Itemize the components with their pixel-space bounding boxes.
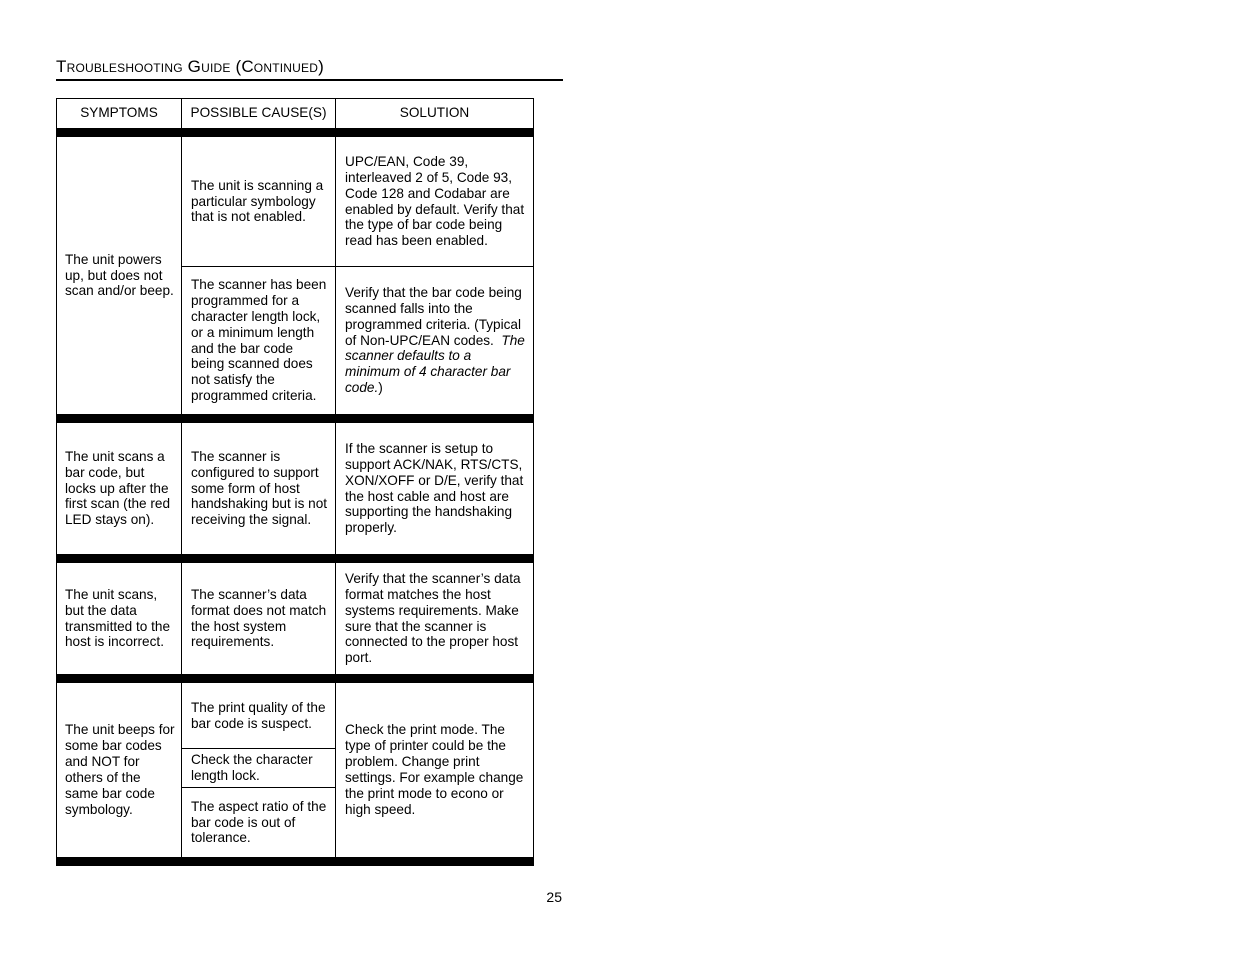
row-separator-band [56,857,534,866]
cause-cell: Check the character length lock. [191,752,313,783]
solution-cell: UPC/EAN, Code 39, interleaved 2 of 5, Code 93, Code 128 and Codabar are enabled by default. Verify that the type of bar code being read has been enabled. [345,153,525,249]
page-number: 25 [546,889,562,905]
row-separator-band [56,414,534,423]
header-symptoms: SYMPTOMS [80,105,158,121]
cause-cell: The scanner is configured to support some form of host handshaking but is not receiving the signal. [191,448,328,528]
header-solution: SOLUTION [399,105,470,121]
solution-italic-note: The scanner defaults to a minimum of 4 character bar code. [345,332,525,396]
row-separator-band [56,674,534,683]
row-separator-band [56,128,534,137]
symptom-cell: The unit scans a bar code, but locks up after the first scan (the red LED stays on). [65,448,171,528]
solution-cell: Verify that the scanner’s data format matches the host systems requirements. Make sure that the scanner is connected to the proper host port. [345,570,521,666]
header-possible-causes: POSSIBLE CAUSE(S) [190,105,327,121]
symptom-cell: The unit scans, but the data transmitted to the host is incorrect. [65,586,171,650]
solution-cell: Check the print mode. The type of printer could be the problem. Change print settings. For example change the print mode to econo or high speed. [345,722,524,817]
solution-text [345,285,527,396]
cause-cell: The unit is scanning a particular symbology that is not enabled. [191,177,324,225]
cause-cell: The aspect ratio of the bar code is out of tolerance. [191,798,327,846]
solution-cell [336,267,533,414]
table-border-right [533,98,534,866]
symptom-cell: The unit powers up, but does not scan and/or beep. [65,251,174,299]
cause-cell: The scanner’s data format does not match the host system requirements. [191,586,327,650]
cause-cell: The print quality of the bar code is suspect. [191,699,326,731]
page-title: Troubleshooting Guide (Continued) [56,57,324,76]
troubleshooting-table [56,98,534,866]
row-separator-band [56,554,534,563]
symptom-cell: The unit beeps for some bar codes and NOT for others of the same bar code symbology. [65,722,175,817]
title-rule [56,79,563,81]
solution-cell: If the scanner is setup to support ACK/NAK, RTS/CTS, XON/XOFF or D/E, verify that the host cable and host are supporting the handshaking properly. [345,440,524,536]
cause-cell: The scanner has been programmed for a character length lock, or a minimum length and the bar code being scanned does not satisfy the programmed criteria. [191,276,327,404]
solution-closing-paren: ) [378,380,383,396]
solution-main-text: Verify that the bar code being scanned falls into the programmed criteria. (Typical of Non-UPC/EAN codes. [345,284,522,348]
